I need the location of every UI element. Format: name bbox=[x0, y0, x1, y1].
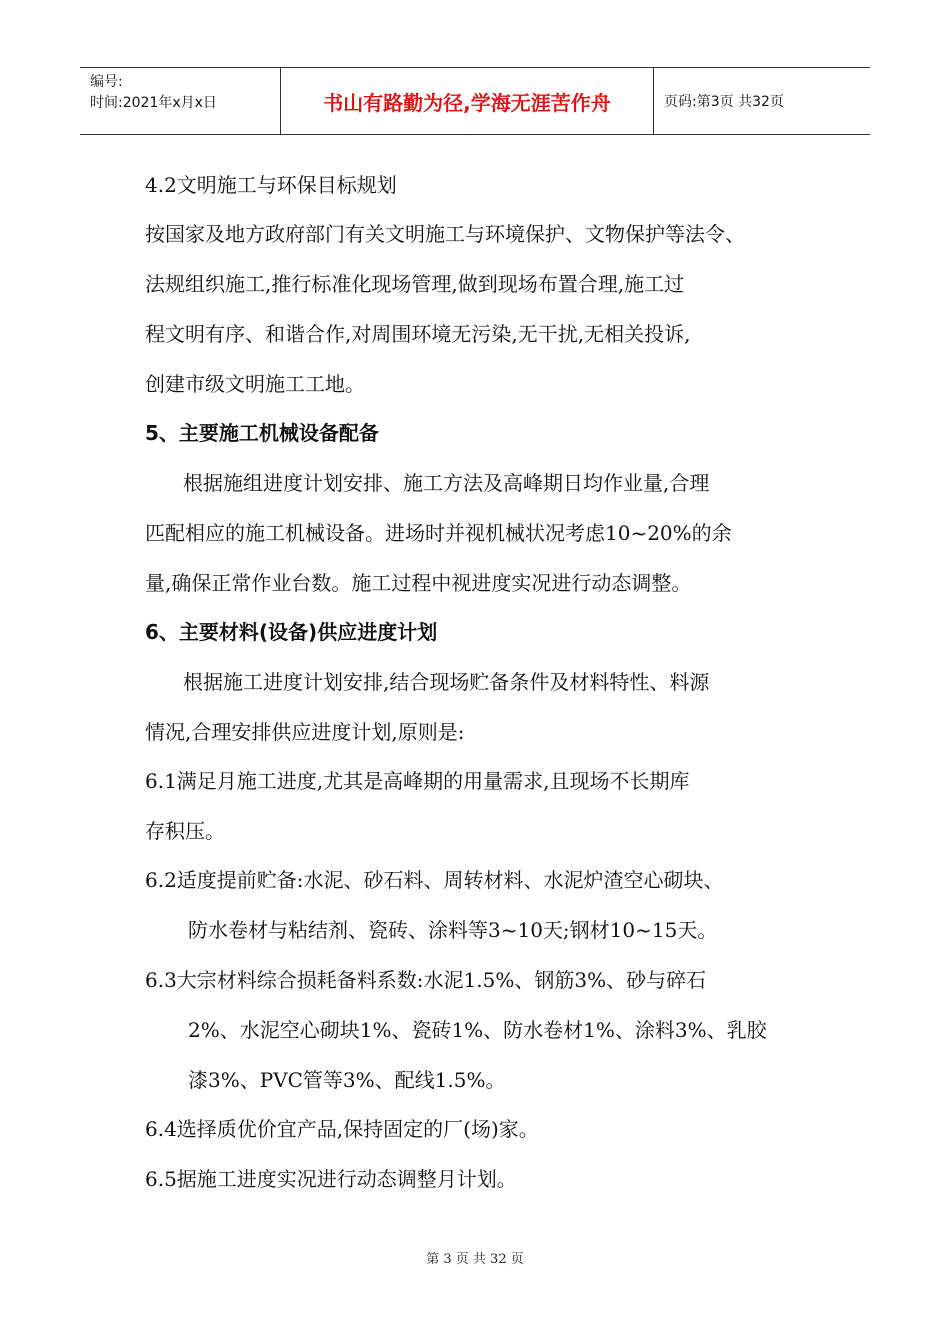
paragraph-line: 程文明有序、和谐合作,对周围环境无污染,无干扰,无相关投诉, bbox=[145, 322, 691, 346]
header-motto: 书山有路勤为径,学海无涯苦作舟 bbox=[280, 68, 654, 134]
list-item-6-2: 6.2适度提前贮备:水泥、砂石料、周转材料、水泥炉渣空心砌块、 bbox=[145, 868, 724, 892]
paragraph-line: 根据施组进度计划安排、施工方法及高峰期日均作业量,合理 bbox=[183, 471, 710, 495]
paragraph-line: 量,确保正常作业台数。施工过程中视进度实况进行动态调整。 bbox=[145, 571, 692, 595]
number-label: 编号: bbox=[90, 74, 123, 90]
document-header bbox=[80, 67, 870, 135]
paragraph-line: 根据施工进度计划安排,结合现场贮备条件及材料特性、料源 bbox=[183, 670, 710, 694]
header-meta bbox=[80, 68, 280, 134]
paragraph-line: 漆3%、PVC管等3%、配线1.5%。 bbox=[188, 1068, 506, 1092]
list-item-6-3: 6.3大宗材料综合损耗备料系数:水泥1.5%、钢筋3%、砂与碎石 bbox=[145, 968, 707, 992]
section-heading-6: 6、主要材料(设备)供应进度计划 bbox=[145, 620, 438, 644]
header-page-info: 页码:第3页 共32页 bbox=[664, 94, 784, 110]
list-item-6-4: 6.4选择质优价宜产品,保持固定的厂(场)家。 bbox=[145, 1117, 539, 1141]
paragraph-line: 匹配相应的施工机械设备。进场时并视机械状况考虑10~20%的余 bbox=[145, 521, 732, 545]
paragraph-line: 情况,合理安排供应进度计划,原则是: bbox=[145, 720, 465, 744]
section-heading-4-2: 4.2文明施工与环保目标规划 bbox=[145, 173, 397, 197]
paragraph-line: 创建市级文明施工工地。 bbox=[145, 372, 365, 396]
page-footer: 第 3 页 共 32 页 bbox=[426, 1252, 524, 1267]
paragraph-line: 法规组织施工,推行标准化现场管理,做到现场布置合理,施工过 bbox=[145, 272, 685, 296]
time-label: 时间:2021年x月x日 bbox=[90, 95, 217, 111]
paragraph-line: 2%、水泥空心砌块1%、瓷砖1%、防水卷材1%、涂料3%、乳胶 bbox=[188, 1018, 767, 1042]
list-item-6-5: 6.5据施工进度实况进行动态调整月计划。 bbox=[145, 1167, 517, 1191]
paragraph-line: 按国家及地方政府部门有关文明施工与环境保护、文物保护等法令、 bbox=[145, 222, 745, 246]
paragraph-line: 存积压。 bbox=[145, 819, 225, 843]
section-heading-5: 5、主要施工机械设备配备 bbox=[145, 421, 379, 445]
list-item-6-1: 6.1满足月施工进度,尤其是高峰期的用量需求,且现场不长期库 bbox=[145, 769, 690, 793]
paragraph-line: 防水卷材与粘结剂、瓷砖、涂料等3~10天;钢材10~15天。 bbox=[188, 918, 718, 942]
